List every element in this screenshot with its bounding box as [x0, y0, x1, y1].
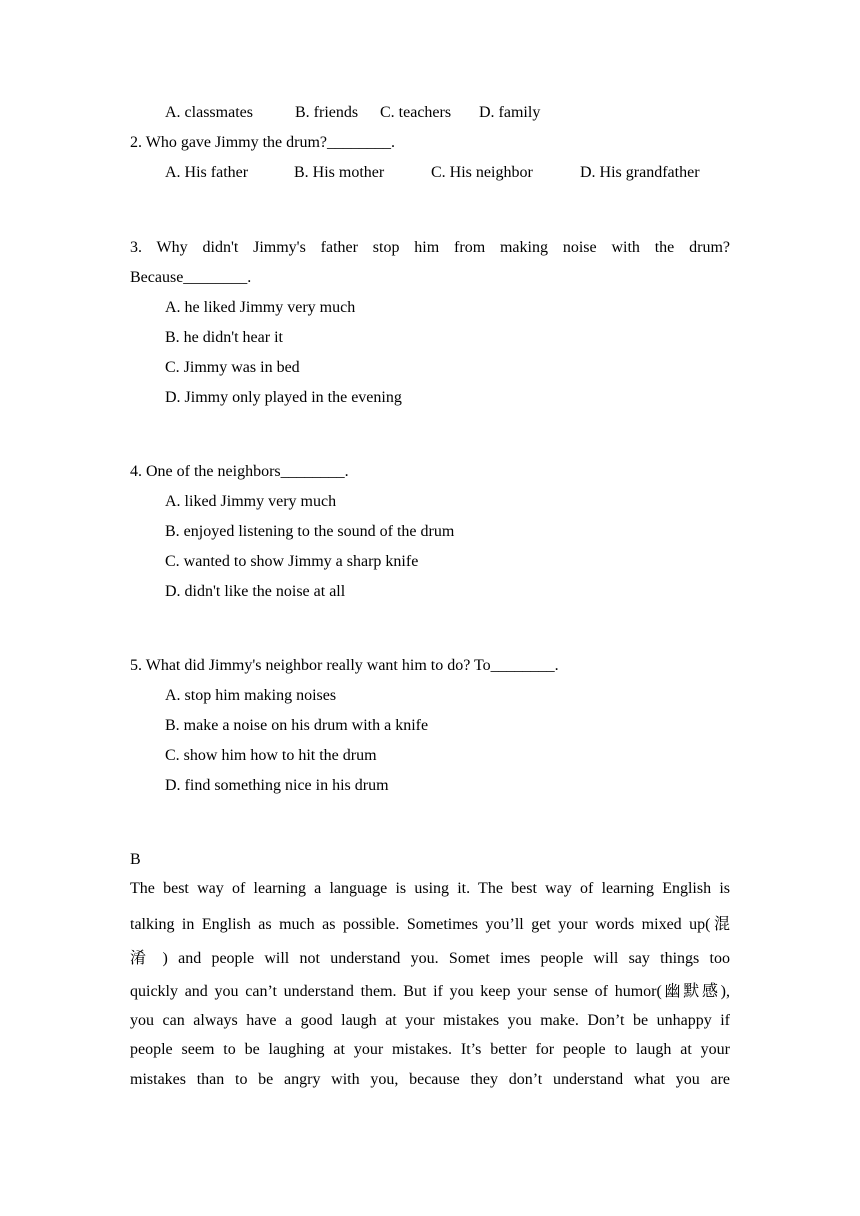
q3-option-c: C. Jimmy was in bed [165, 359, 300, 376]
q1-option-c: C. teachers [380, 104, 452, 121]
passage-line-2: talking in English as much as possible. Sometimes you’ll get your words mixed up(混 [130, 916, 730, 933]
q2-option-c: C. His neighbor [431, 164, 533, 181]
q5-option-a: A. stop him making noises [165, 687, 337, 704]
q2-stem: 2. Who gave Jimmy the drum?________. [130, 134, 395, 151]
passage-line-1: The best way of learning a language is using it. The best way of learning English is [130, 880, 730, 897]
q5-option-b: B. make a noise on his drum with a knife [165, 717, 429, 734]
passage-line-3: 淆 ) and people will not understand you. Somet imes people will say things too [130, 950, 730, 967]
q4-option-a: A. liked Jimmy very much [165, 493, 337, 510]
q5-option-d: D. find something nice in his drum [165, 777, 389, 794]
q4-option-d: D. didn't like the noise at all [165, 583, 346, 600]
q3-option-b: B. he didn't hear it [165, 329, 283, 346]
q1-option-b: B. friends [295, 104, 359, 121]
q4-stem: 4. One of the neighbors________. [130, 463, 349, 480]
section-heading: B [130, 851, 141, 868]
passage-line-5: you can always have a good laugh at your mistakes you make. Don’t be unhappy if [130, 1012, 730, 1029]
passage-line-6: people seem to be laughing at your mistakes. It’s better for people to laugh at your [130, 1041, 730, 1058]
q3-option-a: A. he liked Jimmy very much [165, 299, 356, 316]
q4-option-c: C. wanted to show Jimmy a sharp knife [165, 553, 419, 570]
passage-line-7: mistakes than to be angry with you, because they don’t understand what you are [130, 1071, 730, 1088]
q3-stem-line2: Because________. [130, 269, 252, 286]
q1-option-d: D. family [479, 104, 541, 121]
q3-stem-line1: 3. Why didn't Jimmy's father stop him from making noise with the drum? [130, 239, 730, 256]
q5-stem: 5. What did Jimmy's neighbor really want him to do? To________. [130, 657, 559, 674]
q2-option-a: A. His father [165, 164, 249, 181]
q3-option-d: D. Jimmy only played in the evening [165, 389, 402, 406]
q2-option-d: D. His grandfather [580, 164, 700, 181]
q4-option-b: B. enjoyed listening to the sound of the drum [165, 523, 455, 540]
q5-option-c: C. show him how to hit the drum [165, 747, 377, 764]
q1-option-a: A. classmates [165, 104, 253, 121]
passage-line-4: quickly and you can’t understand them. But if you keep your sense of humor(幽默感), [130, 983, 730, 1000]
q2-option-b: B. His mother [294, 164, 385, 181]
